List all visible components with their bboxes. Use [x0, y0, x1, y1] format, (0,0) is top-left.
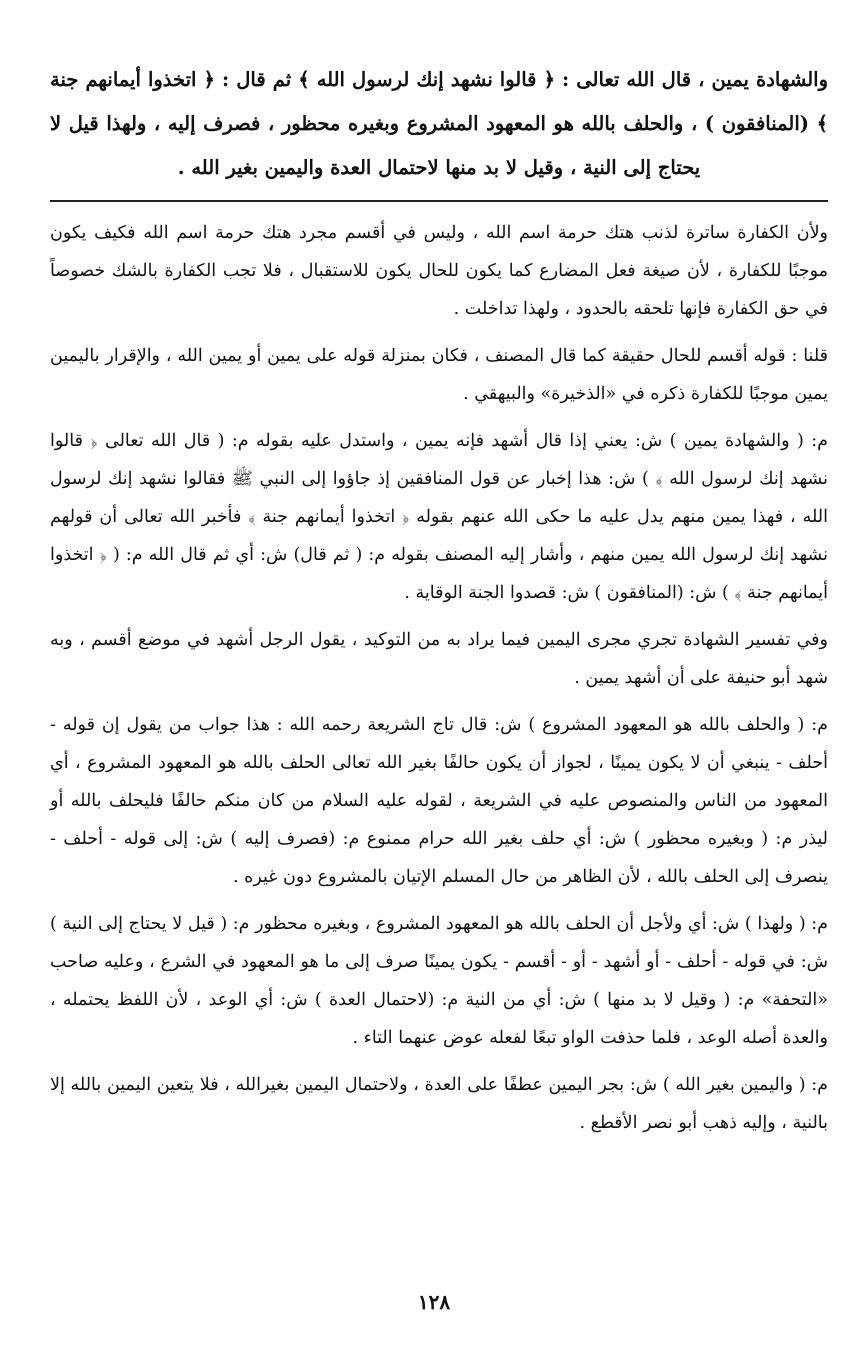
commentary-paragraph: وفي تفسير الشهادة تجري مجرى اليمين فيما يراد به من التوكيد ، يقول الرجل أشهد في موضع أقسم ، وبه شهد أبو حنيفة على أن أشهد يمين . [50, 630, 828, 688]
commentary-section [50, 214, 828, 1142]
separator-line [50, 200, 828, 202]
commentary-paragraph: م: ( واليمين بغير الله ) ش: بجر اليمين عطفًا على العدة ، ولاحتمال اليمين بغيرالله ، فلا يتعين اليمين بالله إلا بالنية ، وإليه ذهب أبو نصر الأقطع . [50, 1075, 828, 1133]
commentary-paragraph: م: ( ولهذا ) ش: أي ولأجل أن الحلف بالله هو المعهود المشروع ، وبغيره محظور م: ( قيل لا يحتاج إلى النية ) ش: في قوله - أحلف - أو أشهد - أو - أقسم - يكون يمينًا صرف إلى ما هو المعهود في الشرع ، وعليه صاحب «التحفة» م: ( وقيل لا بد منها ) ش: أي من النية م: (لاحتمال العدة ) ش: أي الوعد ، لأن اللفظ يحتمله ، والعدة أصله الوعد ، فلما حذفت الواو تبعًا لفعله عوض عنهما التاء . [50, 914, 828, 1048]
commentary-paragraph: ولأن الكفارة ساترة لذنب هتك حرمة اسم الله ، وليس في أقسم مجرد هتك حرمة اسم الله فكيف يكون موجبًا للكفارة ، لأن صيغة فعل المضارع كما يكون للحال يكون للاستقبال ، فلا تجب الكفارة بالشك خصوصاً في حق الكفارة فإنها تلحقه بالحدود ، ولهذا تداخلت . [50, 223, 828, 319]
commentary-paragraph: م: ( والحلف بالله هو المعهود المشروع ) ش: قال تاج الشريعة رحمه الله : هذا جواب من يقول إن قوله - أحلف - ينبغي أن لا يكون يمينًا ، لجواز أن يكون حالفًا بغير الله تعالى الحلف بالله هو المعهود المشروع ، أي المعهود من الناس والمنصوص عليه في الشريعة ، لقوله عليه السلام من كان منكم حالفًا فليحلف بالله أو ليذر م: ( وبغيره محظور ) ش: أي حلف بغير الله حرام ممنوع م: (فصرف إليه ) ش: إلى قوله - أحلف - ينصرف إلى الحلف بالله ، لأن الظاهر من حال المسلم الإتيان بالمشروع دون غيره . [50, 715, 828, 887]
page-number: ١٢٨ [417, 1290, 451, 1314]
matn-text: والشهادة يمين ، قال الله تعالى : ﴿ قالوا نشهد إنك لرسول الله ﴾ ثم قال : ﴿ اتخذوا أيمانهم جنة ﴾ (المنافقون ) ، والحلف بالله هو المعهود المشروع وبغيره محظور ، فصرف إليه ، ولهذا قيل لا يحتاج إلى النية ، وقيل لا بد منها لاحتمال العدة واليمين بغير الله . [50, 68, 828, 179]
commentary-paragraph: قلنا : قوله أقسم للحال حقيقة كما قال المصنف ، فكان بمنزلة قوله على يمين أو يمين الله ، والإقرار باليمين يمين موجبًا للكفارة ذكره في «الذخيرة» والبيهقي . [50, 346, 828, 404]
commentary-paragraph: م: ( والشهادة يمين ) ش: يعني إذا قال أشهد فإنه يمين ، واستدل عليه بقوله م: ( قال الله تعالى ﴿ قالوا نشهد إنك لرسول الله ﴾ ) ش: هذا إخبار عن قول المنافقين إذ جاؤوا إلى النبي ﷺ فقالوا نشهد إنك لرسول الله ، فهذا يمين منهم يدل عليه ما حكى الله عنهم بقوله ﴿ اتخذوا أيمانهم جنة ﴾ فأخبر الله تعالى أن قولهم نشهد إنك لرسول الله يمين منهم ، وأشار إليه المصنف بقوله م: ( ثم قال) ش: أي ثم قال الله م: ( ﴿ اتخذوا أيمانهم جنة ﴾ ) ش: (المنافقون ) ش: قصدوا الجنة الوقاية . [50, 431, 828, 603]
